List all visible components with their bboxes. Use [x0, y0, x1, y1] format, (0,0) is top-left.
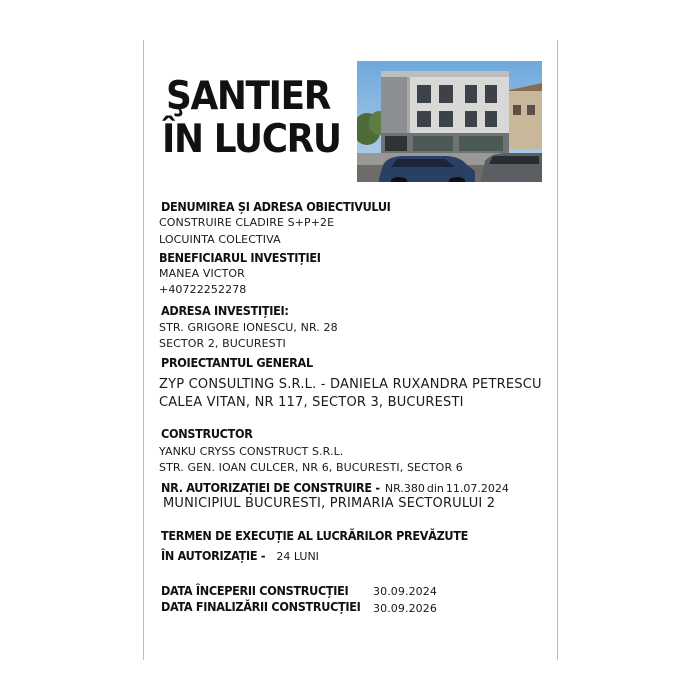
constructor-label: CONSTRUCTOR	[161, 426, 253, 441]
building-photo	[357, 61, 542, 182]
autorizatie-label: NR. AUTORIZAȚIEI DE CONSTRUIRE -	[161, 480, 380, 495]
termen-label-line2: ÎN AUTORIZAȚIE -	[161, 548, 266, 563]
beneficiar-phone: +40722252278	[159, 283, 247, 296]
beneficiar-name: MANEA VICTOR	[159, 267, 245, 280]
data-incepere-label: DATA ÎNCEPERII CONSTRUCȚIEI	[161, 583, 349, 598]
sign-title-line2: ÎN LUCRU	[162, 117, 341, 162]
data-finalizare-value: 30.09.2026	[373, 602, 437, 615]
proiectant-line1: ZYP CONSULTING S.R.L. - DANIELA RUXANDRA PETRESCU	[159, 377, 542, 392]
obiectiv-line1: CONSTRUIRE CLADIRE S+P+2E	[159, 216, 335, 229]
obiectiv-line2: LOCUINTA COLECTIVA	[159, 233, 281, 246]
adresa-line1: STR. GRIGORE IONESCU, NR. 28	[159, 321, 338, 334]
adresa-label: ADRESA INVESTIȚIEI:	[161, 303, 289, 318]
adresa-line2: SECTOR 2, BUCURESTI	[159, 337, 286, 350]
beneficiar-label: BENEFICIARUL INVESTIȚIEI	[159, 250, 321, 265]
building-render-image	[357, 61, 542, 182]
termen-row	[161, 545, 319, 564]
obiectiv-label: DENUMIREA ȘI ADRESA OBIECTIVULUI	[161, 199, 391, 214]
sign-title-line1: ŞANTIER	[166, 74, 330, 119]
autorizatie-date: 11.07.2024	[445, 482, 509, 495]
termen-label-line1: TERMEN DE EXECUȚIE AL LUCRĂRILOR PREVĂZUTE	[161, 528, 469, 543]
data-finalizare-label: DATA FINALIZĂRII CONSTRUCȚIEI	[161, 599, 361, 614]
autorizatie-nr: NR.380	[384, 482, 425, 495]
constructor-line1: YANKU CRYSS CONSTRUCT S.R.L.	[159, 445, 344, 458]
termen-value: 24 LUNI	[276, 550, 319, 563]
autorizatie-din: din	[426, 482, 444, 495]
proiectant-line2: CALEA VITAN, NR 117, SECTOR 3, BUCURESTI	[159, 395, 464, 410]
autorizatie-emitent: MUNICIPIUL BUCURESTI, PRIMARIA SECTORULUI 2	[163, 496, 496, 511]
autorizatie-row	[161, 477, 509, 496]
constructor-line2: STR. GEN. IOAN CULCER, NR 6, BUCURESTI, SECTOR 6	[159, 461, 463, 474]
construction-sign	[143, 40, 558, 660]
proiectant-label: PROIECTANTUL GENERAL	[161, 355, 313, 370]
data-incepere-value: 30.09.2024	[373, 585, 437, 598]
